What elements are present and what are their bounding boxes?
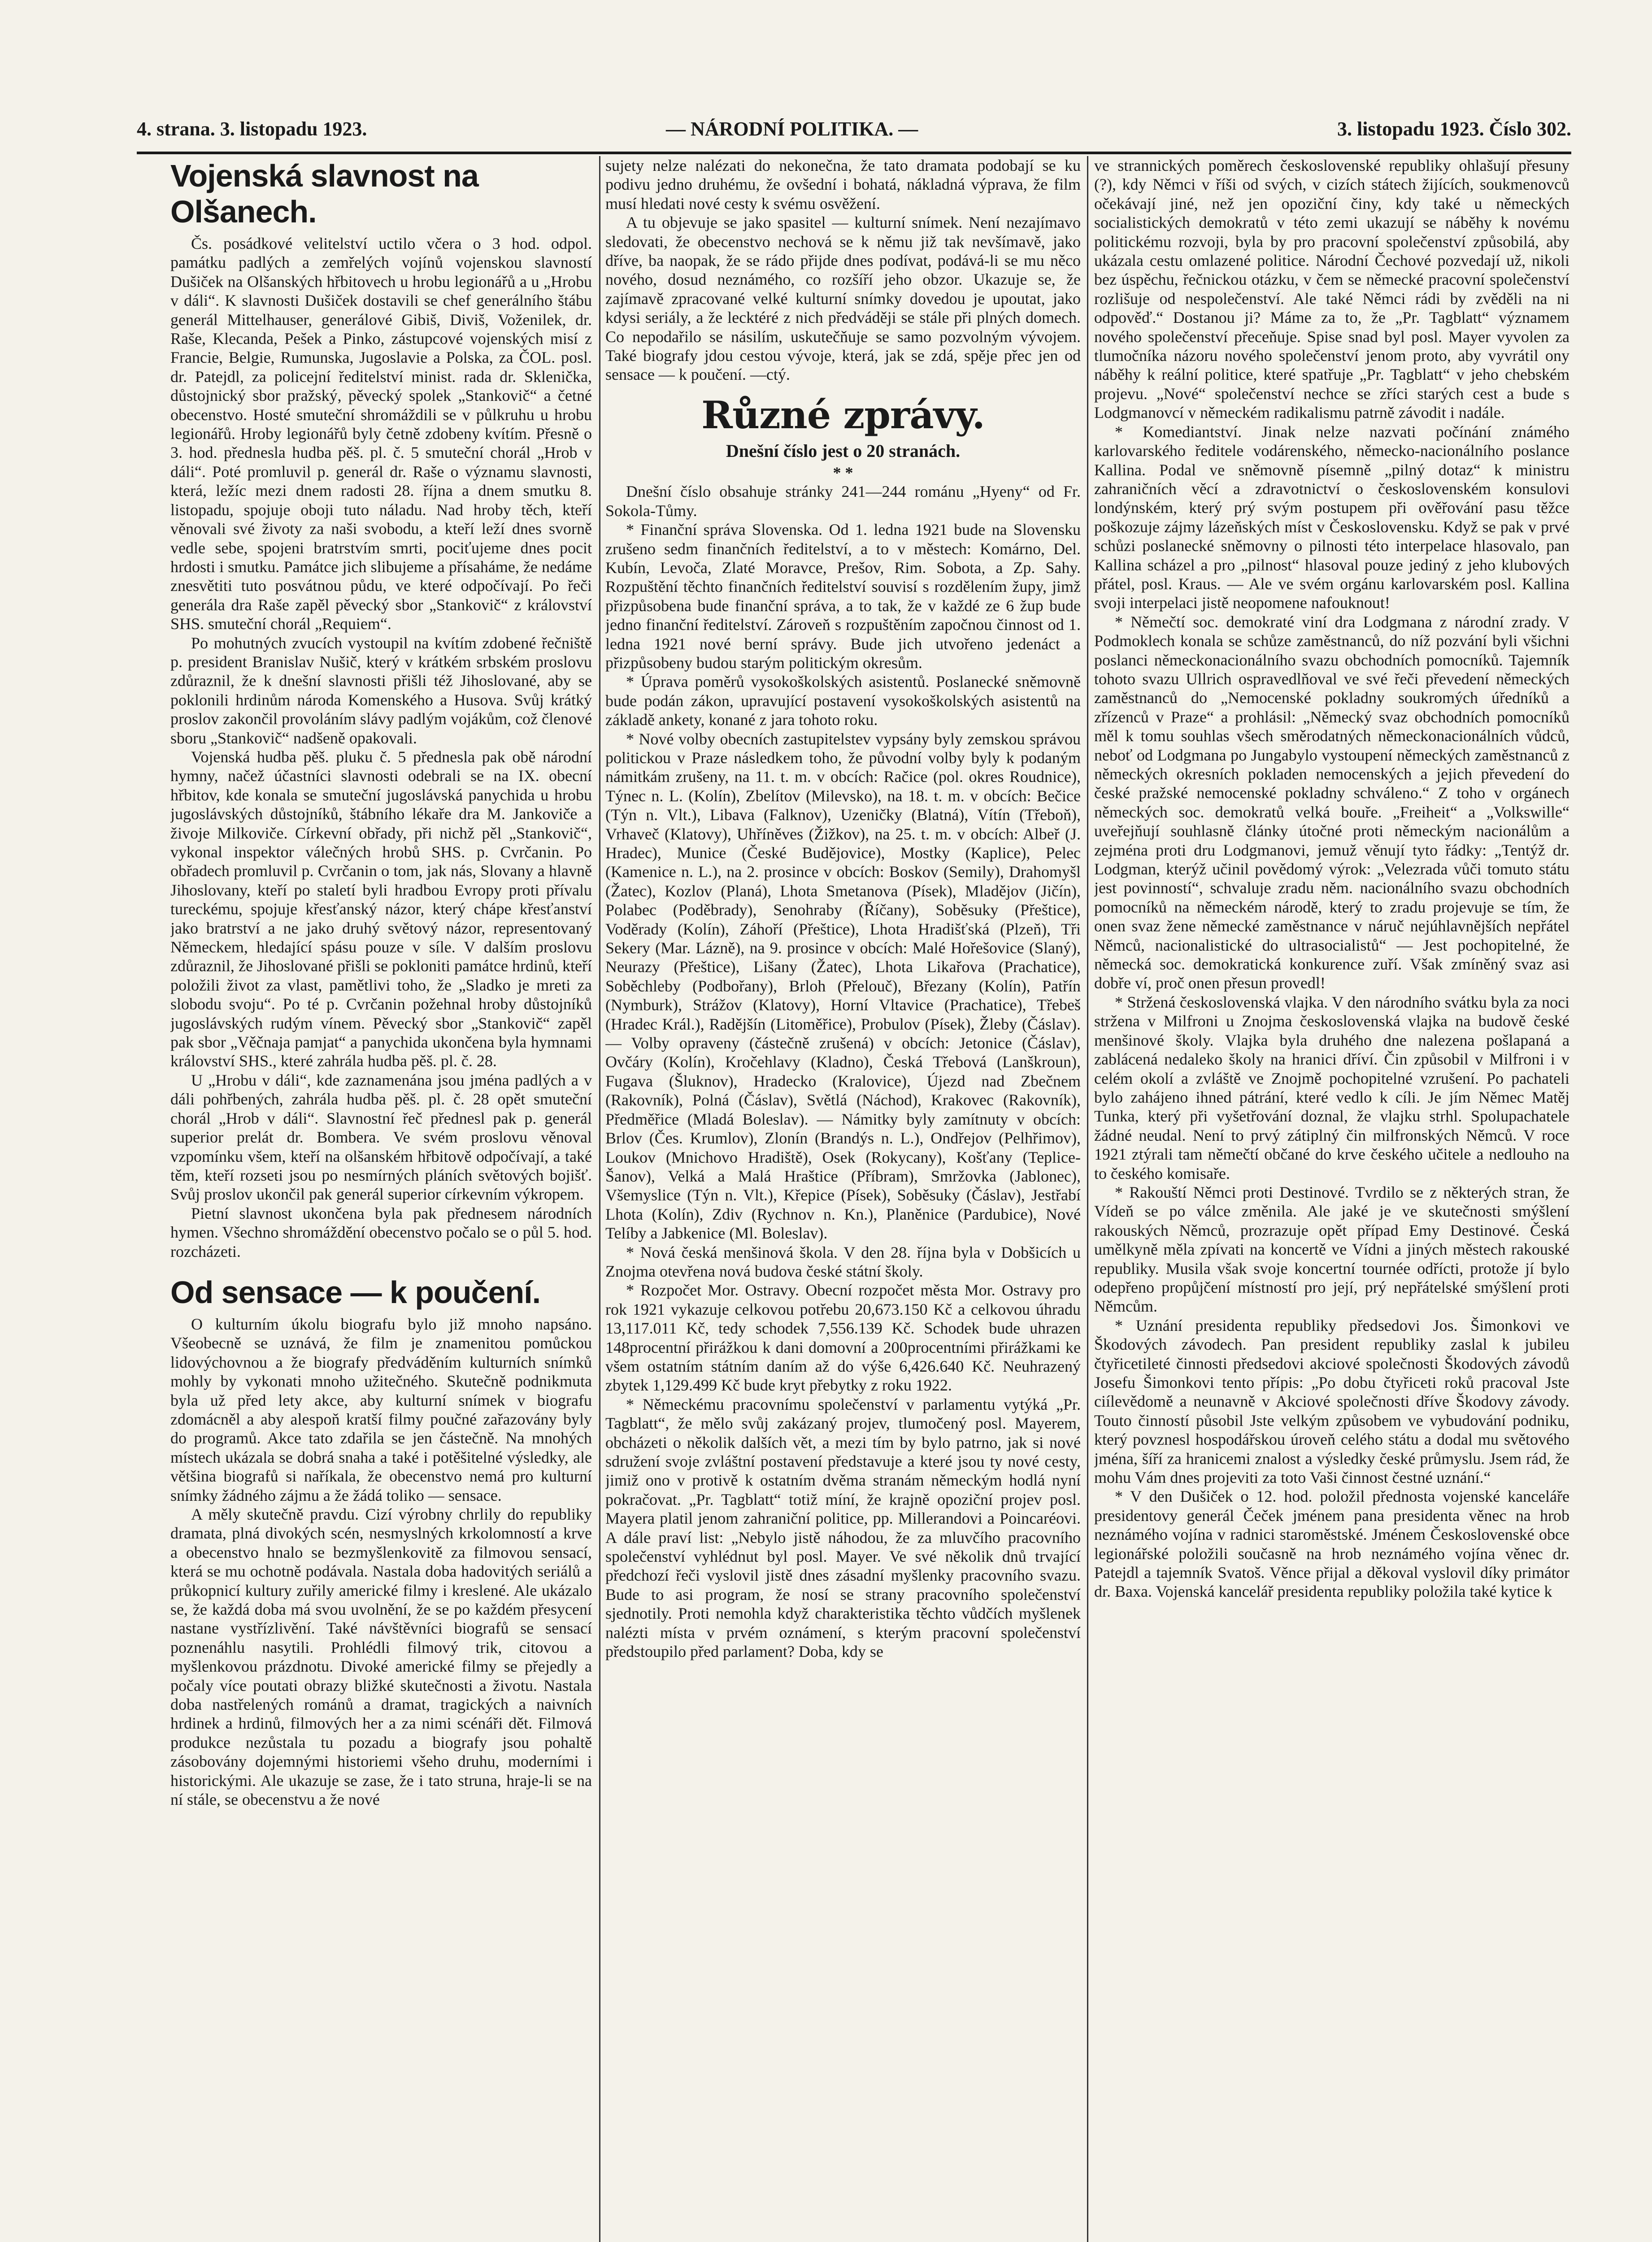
- article-paragraph: Pietní slavnost ukončena byla pak přednesem národních hymen. Všechno shromáždění obecenstvo počalo se o půl 5. hod. rozcházeti.: [170, 1204, 592, 1260]
- article-headline: Vojenská slavnost na Olšanech.: [170, 158, 478, 229]
- column-1: [170, 156, 592, 2242]
- header-rule: [137, 152, 1571, 154]
- column-3: [1094, 156, 1569, 2242]
- news-item: * Nové volby obecních zastupitelstev vypsány byly zemskou správou politickou v Praze následkem toho, že původní volby byly k podaným námitkám zrušeny, na 11. t. m. v obcích: Račice (pol. okres Roudnice), Týnec n. L. (Kolín), Zbelítov (Milevsko), na 18. t. m. v obcích: Bečice (Týn n. Vlt.), Libava (Falknov), Uzeničky (Blatná), Vítín (Třeboň), Vrhaveč (Klatovy), Uhříněves (Žižkov), na 25. t. m. v obcích: Albeř (J. Hradec), Munice (České Budějovice), Mostky (Kaplice), Pelec (Kamenice n. L.), na 2. prosince v obcích: Boskov (Semily), Drahomyšl (Žatec), Kozlov (Planá), Lhota Smetanova (Písek), Mladějov (Jičín), Polabec (Poděbrady), Senohraby (Říčany), Soběsuky (Přeštice), Voděrady (Kolín), Záhoří (Přeštice), Lhota Hradišťská (Plzeň), Tři Sekery (Mar. Lázně), na 9. prosince v obcích: Malé Hořešovice (Slaný), Neurazy (Přeštice), Lišany (Žatec), Lhota Likařova (Prachatice), Soběchleby (Podbořany), Brloh (Přelouč), Březany (Kolín), Patřín (Nymburk), Strážov (Klatovy), Horní Vltavice (Prachatice), Třebeš (Hradec Král.), Radějšín (Litoměřice), Probulov (Písek), Žleby (Čáslav). — Volby opraveny (částečně zrušená) v obcích: Jetonice (Čáslav), Ovčáry (Kolín), Kročehlavy (Kladno), Česká Třebová (Lanškroun), Fugava (Šluknov), Hradecko (Kralovice), Újezd nad Zbečnem (Rakovník), Polná (Čáslav), Světlá (Náchod), Krakovec (Rakovník), Předměřice (Mladá Boleslav). — Námitky byly zamítnuty v obcích: Brlov (Čes. Krumlov), Zlonín (Brandýs n. L.), Ondřejov (Pelhřimov), Loukov (Mnichovo Hradiště), Osek (Rokycany), Košťany (Teplice-Šanov), Velká a Malá Hraštice (Příbram), Smržovka (Jablonec), Všemyslice (Týn n. Vlt.), Křepice (Písek), Soběsuky (Čáslav), Jestřabí Lhota (Kolín), Zdiv (Rychnov n. Kn.), Planěnice (Pardubice), Nové Telíby a Jabkenice (Ml. Boleslav).: [605, 730, 1081, 1243]
- column-separator: [1087, 156, 1088, 2242]
- page-header: [137, 117, 1571, 149]
- news-item: * Komediantství. Jinak nelze nazvati počínání známého karlovarského ředitele vodárenského, německo-nacionálního poslance Kallina. Podal ve sněmovně písemně „pilný dotaz“ k ministru zahraničních věcí a zdravotnictví o československém konsulovi londýnském, který prý svým postupem při ověřování pasu těžce poškozuje zájmy lázeňských míst v Československu. Když se pak v prvé schůzi poslanecké sněmovny o pilnosti této interpelace hlasovalo, pan Kallina scházel a pro „pilnost“ hlasoval pouze jediný z jeho klubových přátel, posl. Kraus. — Ale ve svém orgánu karlovarském posl. Kallina svoji interpelaci jistě neopomene nafouknout!: [1094, 422, 1569, 612]
- article-paragraph: A tu objevuje se jako spasitel — kulturní snímek. Není nezajímavo sledovati, že obecenstvo nechová se k němu již tak nevšímavě, jako dříve, ba naopak, že se rádo přijde dnes podívat, podává-li se mu něco nového, dosud neznámého, co rozšíří jeho obzor. Ukazuje se, že zajímavě zpracované velké kulturní snímky dovedou je upoutat, jako kdysi seriály, a že lecktéré z nich předváději se stále při plných domech. Co nepodařilo se násilím, uskutečňuje se samo pozvolným vývojem. Také biografy jdou cestou vývoje, která, jak se zdá, spěje přec jen od sensace — k poučení. —ctý.: [605, 213, 1081, 384]
- news-item: * Němečtí soc. demokraté viní dra Lodgmana z národní zrady. V Podmoklech konala se schůze zaměstnanců, do níž pozvání byli všichni poslanci německonacionálního svazu obchodních pomocníků. Tajemník tohoto svazu Ullrich ospravedlňoval ve své řeči převedení německých zaměstnanců do „Nemocenské pokladny soukromých úředníků a zřízenců v Praze“ a prohlásil: „Německý svaz obchodních pomocníků měl k tomu souhlas všech směrodatných německonacionálních vůdců, neboť od Lodgmana po Jungabylo vystoupení německých zaměstnanců z německých okresních pokladen nemocenských a jejich převedení do české pražské nemocenské pokladny schváleno.“ Z toho v orgánech německých soc. demokratů velká bouře. „Freiheit“ a „Volkswille“ uveřejňují souhlasně články útočné proti německým nacionálům a zejména proti dru Lodgmanovi, jemuž věnují tyto řádky: „Tentýž dr. Lodgman, kterýž učinil povědomý výrok: „Velezrada vůči tomuto státu jest povinností“, schvaluje zradu něm. nacionálního svazu obchodních pomocníků na německém národě, který to zradu projevuje se tím, že onen svaz žene německé zaměstnance v náruč nejúhlavnějších nepřátel Němců, nacionalistické do ultrasocialistů“ — Jest pochopitelné, že německá soc. demokratická konkurence zuří. Však zmíněný svaz asi dobře ví, proč onen přesun provedl!: [1094, 613, 1569, 992]
- section-subheadline: Dnešní číslo jest o 20 stranách.: [726, 440, 961, 461]
- news-item: * Finanční správa Slovenska. Od 1. ledna 1921 bude na Slovensku zrušeno sedm finančních ředitelství, a to v městech: Komárno, Del. Kubín, Levoča, Zlaté Moravce, Prešov, Rim. Sobota, a Zp. Sahy. Rozpuštění těchto finančních ředitelství souvisí s rozdělením župy, jimž přizpůsobena bude finanční správa, a to tak, že v každé ze 6 žup bude jedno finanční ředitelství. Zároveň s rozpuštěním započnou činnost od 1. ledna 1921 nové berní správy. Bude jich utvořeno jedenáct a přizpůsobeny budou starým politickým okresům.: [605, 521, 1081, 672]
- article-headline: Od sensace — k poučení.: [170, 1274, 541, 1310]
- news-item: * Německému pracovnímu společenství v parlamentu vytýká „Pr. Tagblatt“, že mělo svůj zakázaný projev, tlumočený posl. Mayerem, obcházeti o několik dalších vět, a mezi tím by bylo patrno, jak si nové sdružení svoje zvláštní postavení představuje a které jsou ty nové cesty, jimiž ono v protivě k ostatním dvěma stranám německým hodlá nyní pokračovat. „Pr. Tagblatt“ totiž míní, že krajně opoziční projev posl. Mayera platil jenom zahraniční politice, pp. Millerandovi a Poincaréovi. A dále praví list: „Nebylo jistě náhodou, že za mluvčího pracovního společenství vyhlédnut byl posl. Mayer. Ve své několik dnů trvající předchozí řeči vyslovil jistě dnes zásadní myšlenky pracovního svazu. Bude to asi program, že nosí se strany pracovního společenství sjednotily. Proti nemohla když charakteristika těchto vůdčích myšlenek nalézti místa v prvém oznámení, s kterým pracovní společenství předstoupilo před parlament? Doba, kdy se: [605, 1395, 1081, 1661]
- news-item: ve strannických poměrech československé republiky ohlašují přesuny (?), kdy Němci v říši od svých, v cizích státech žijících, soukmenovců očekávají jiné, než jen opoziční činy, kdy také u německých socialistických demokratů v této zemi ukazují se náběhy k novému politickému rozvoji, byla by pro pracovní společenství způsobilá, aby ukázala cestu omlazené politice. Národní Čechové pozvedají už, nikoli bez úspěchu, řečnickou otázku, v čem se německé pracovní společenství rozlišuje od nespolečenství. Ale také Němci rádi by zvěděli na ni odpověď.“ Dostanou ji? Máme za to, že „Pr. Tagblatt“ významem nového společenství přeceňuje. Spise snad byl posl. Mayer vyvolen za tlumočníka názoru nového společenství jenom proto, aby vyvrátil ony náběhy k reální politice, které spatřuje „Pr. Tagblatt“ v jeho chebském projevu. „Nové“ společenství nechce se zříci starých cest a bude s Lodgmanovcí v německém radikalismu patrně závodit i nadále.: [1094, 156, 1569, 422]
- news-item: * Stržená československá vlajka. V den národního svátku byla za noci stržena v Milfroni u Znojma československá vlajka na budově české menšinové školy. Vlajka byla druhého dne nalezena pošlapaná a zablácená nedaleko školy na hranici dříví. Čin způsobil v Milfroni i v celém okolí a zvláště ve Znojmě pochopitelné vzrušení. Po pachateli bylo zahájeno ihned pátrání, které vedlo k cíli. Je jím Němec Matěj Tunka, který při vyšetřování doznal, že vlajku strhl. Spolupachatele žádné neudal. Není to prvý zátiplný čin milfronských Němců. V roce 1921 ztýrali tam němečtí občané do krve českého učitele a nedlouho na to českého komisaře.: [1094, 993, 1569, 1182]
- news-item: * Úprava poměrů vysokoškolských asistentů. Poslanecké sněmovně bude podán zákon, upravující postavení vysokoškolských asistentů na základě ankety, konané z jara tohoto roku.: [605, 673, 1081, 729]
- separator-stars: * *: [833, 463, 853, 482]
- article-paragraph: Čs. posádkové velitelství uctilo včera o 3 hod. odpol. památku padlých a zemřelých vojínů vojenskou slavností Dušiček na Olšanských hřbitovech u hrobu legionářů a u „Hrobu v dáli“. K slavnosti Dušiček dostavili se chef generálního štábu generál Mittelhauser, generálové Gibiš, Diviš, Voženilek, dr. Raše, Klecanda, Pešek a Pinko, zástupcové vojenských misí z Francie, Belgie, Rumunska, Jugoslavie a Polska, za ČOL. posl. dr. Patejdl, za policejní ředitelství minist. rada dr. Sklenička, důstojnický sbor pražský, pěvecký spolek „Stankovič“ a četné obecenstvo. Hosté smuteční shromáždili se v půlkruhu u hrobu legionářů. Hroby legionářů byly četně zdobeny kvítím. Přesně o 3. hod. přednesla hudba pěš. pl. č. 5 smuteční chorál „Hrob v dáli“. Poté promluvil p. generál dr. Raše o významu slavnosti, která, ležíc mezi dnem radosti 28. října a dnem smutku 8. listopadu, spojuje oboji tuto náladu. Nad hroby těch, kteří věnovali své životy za naši svobodu, a kteří leží dnes svorně vedle sebe, spojeni bratrstvím smrti, pociťujeme dnes pocit hrdosti i smutku. Památce jich slibujeme a přísaháme, že nedáme znesvětiti tuto posvátnou půdu, ve které odpočívají. Po řeči generála dra Raše zapěl pěvecký sbor „Stankovič“ z království SHS. smuteční chorál „Requiem“.: [170, 235, 592, 633]
- column-separator: [599, 156, 600, 2242]
- article-paragraph: U „Hrobu v dáli“, kde zaznamenána jsou jména padlých a v dáli pohřbených, zahrála hudba pěš. pl. č. 28 opět smuteční chorál „Hrob v dáli“. Slavnostní řeč přednesl pak p. generál superior prelát dr. Bombera. Ve svém proslovu věnoval vzpomínku všem, kteří na olšanském hřbitově odpočívají, a také těm, kteří rozseti jsou po nesmírných pláních světových bojišť. Svůj proslov ukončil pak generál superior církevním výkropem.: [170, 1071, 592, 1204]
- article-paragraph: A měly skutečně pravdu. Cizí výrobny chrlily do republiky dramata, plná divokých scén, nesmyslných krkolomností a krve a obecenstvo hnalo se bezmyšlenkovitě za filmovou sensací, která se mu ochotně podávala. Nastala doba hadovitých seriálů a průkopnicí kultury zuřily americké filmy i kreslené. Ale ukázalo se, že každá doba má svou uvolnění, že se po každém přesycení nastane vystřízlivění. Také návštěvníci biografů se sensací poznenáhlu nasytili. Prohlédli filmový trik, citovou a myšlenkovou prázdnotu. Divoké americké filmy se přejedly a počaly více poutati obrazy bližké skutečnosti a životu. Nastala doba nastřelených románů a dramat, tragických a naivních hrdinek a hrdinů, filmových her a za nimi scénáři dět. Filmová produkce nezůstala tu pozadu a biografy jsou pohaltě zásobovány dojemnými historiemi všeho druhu, moderními i historickými. Ale ukazuje se zase, že i tato struna, hraje-li se na ní stále, se obecenstvu a že nové: [170, 1505, 592, 1809]
- masthead: — NÁRODNÍ POLITIKA. —: [666, 118, 918, 140]
- article-paragraph: Vojenská hudba pěš. pluku č. 5 přednesla pak obě národní hymny, načež účastníci slavnosti odebrali se na IX. obecní hřbitov, kde konala se smuteční jugoslávská panychida u hrobu jugoslávských důstojníků, štábního lékaře dra M. Jankoviče a živoje Milkoviče. Církevní obřady, při nichž pěl „Stankovič“, vykonal inspektor válečných hrobů SHS. p. Cvrčanin. Po obřadech promluvil p. Cvrčanin o tom, jak nás, Slovany a hlavně Jihoslovany, kteří po staletí byli hradbou Evropy proti přívalu tureckému, spojuje křesťanský názor, který chápe křesťanství jako bratrství a ne jako druhý světový názor, representovaný Německem, hledající spásu pouze v síle. V dalším proslovu zdůraznil, že Jihoslované přišli se pokloniti památce hrdinů, kteří položili život za vlast, pamětlivi toho, že „Sladko je mreti za slobodu svoju“. Po té p. Cvrčanin požehnal hroby důstojníků jugoslávských rudým vínem. Pěvecký sbor „Stankovič“ zapěl pak sbor „Věčnaja pamjat“ a panychida ukončena byla hymnami království SHS., které zahrála hudba pěš. pl. č. 28.: [170, 747, 592, 1070]
- news-item: * Rozpočet Mor. Ostravy. Obecní rozpočet města Mor. Ostravy pro rok 1921 vykazuje celkovou potřebu 20,673.150 Kč a celkovou úhradu 13,117.011 Kč, tedy schodek 7,556.139 Kč. Schodek bude uhrazen 148procentní přirážkou k dani domovní a 200procentními přirážkami ke všem ostatním státním daním až do výše 6,426.640 Kč. Neuhrazený zbytek 1,129.499 Kč bude kryt přebytky z roku 1922.: [605, 1281, 1081, 1395]
- article-paragraph: O kulturním úkolu biografu bylo již mnoho napsáno. Všeobecně se uznává, že film je znamenitou pomůckou lidovýchovnou a že biografy předváděním kulturních snímků mohly by vykonati mnoho užitečného. Skutečně podnikmuta byla už před lety akce, aby kulturní snímek v biografu zdomácněl a aby alespoň kratší filmy poučné zařazovány byly do programů. Akce tato zdařila se jen částečně. Na mnohých místech ukázala se dobrá snaha a také i potěšitelné výsledky, ale většina biografů si naříkala, že obecenstvo nemá pro kulturní snímky žádného zájmu a že žádá toliko — sensace.: [170, 1315, 592, 1504]
- news-item: * V den Dušiček o 12. hod. položil přednosta vojenské kanceláře presidentovy generál Čeček jménem pana presidenta věnec na hrob neznámého vojína v radnici staroměstské. Jménem Československé obce legionářské položili současně na hrob neznámého vojína věnec dr. Patejdl a tajemník Svatoš. Věnce přijal a děkoval vyslovil díky primátor dr. Baxa. Vojenská kancelář presidenta republiky položila také kytice k: [1094, 1487, 1569, 1601]
- header-right: 3. listopadu 1923. Číslo 302.: [1337, 118, 1571, 140]
- article-paragraph: sujety nelze nalézati do nekonečna, že tato dramata podobají se ku podivu jedno druhému, že ovšední i bohatá, nákladná výprava, že film musí hledati nové cesty k svému osvěžení.: [605, 156, 1081, 213]
- column-2: [605, 156, 1081, 2242]
- header-left: 4. strana. 3. listopadu 1923.: [137, 118, 367, 140]
- news-item: * Rakouští Němci proti Destinové. Tvrdilo se z některých stran, že Vídeň se po válce změnila. Ale jaké je ve skutečnosti smýšlení rakouských Němců, prozrazuje opět případ Emy Destinové. Česká umělkyně měla zpívati na koncertě ve Vídni a jiných městech rakouské republiky. Musila však svoje koncertní tournée odřícti, protože jí bylo odepřeno propůjčení místností pro její, prý nepřátelské smýšlení proti Němcům.: [1094, 1183, 1569, 1316]
- article-paragraph: Po mohutných zvucích vystoupil na kvítím zdobené řečniště p. president Branislav Nušič, který v krátkém srbském proslovu zdůraznil, že k dnešní slavnosti přišli též Jihoslované, aby se poklonili hrdinům národa Komenského a Husova. Svůj krátký proslov zakončil provoláním slávy padlým vojákům, což členové sboru „Stankovič“ nadšeně opakovali.: [170, 634, 592, 747]
- news-item: * Uznání presidenta republiky předsedovi Jos. Šimonkovi ve Škodových závodech. Pan president republiky zaslal k jubileu čtyřicetileté činnosti předsedovi akciové společnosti Škodových závodů Josefu Šimonkovi tento přípis: „Po dobu čtyřiceti roků pracoval Jste ciílevědomě a neunavně v Akciové společnosti dříve Škodovy závody. Touto činností působil Jste velkým způsobem ve vybudování podniku, který povznesl hospodářskou úroveň celého státu a dodal mu světového jména, šíří za hranicemi znalost a výsledky české průmyslu. Jsem rád, že mohu Vám dnes projeviti za toto Vaši činnost čestné uznání.“: [1094, 1316, 1569, 1487]
- section-headline: Různé zprávy.: [701, 392, 985, 437]
- news-item: Dnešní číslo obsahuje stránky 241—244 románu „Hyeny“ od Fr. Sokola-Tůmy.: [605, 482, 1081, 520]
- news-item: * Nová česká menšinová škola. V den 28. října byla v Dobšicích u Znojma otevřena nová budova české státní školy.: [605, 1243, 1081, 1280]
